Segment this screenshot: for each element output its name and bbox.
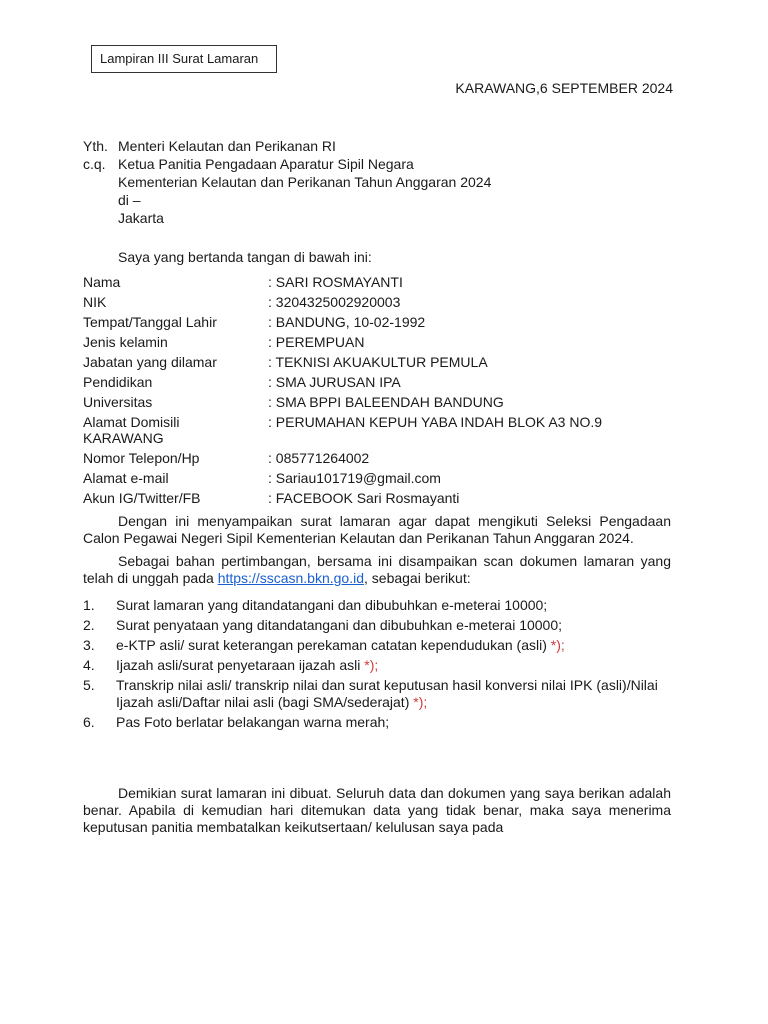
paragraph-closing bbox=[83, 785, 671, 836]
field-label: Tempat/Tanggal Lahir bbox=[83, 314, 217, 330]
field-value: : BANDUNG, 10-02-1992 bbox=[268, 314, 426, 330]
recipient-line: di – bbox=[118, 192, 141, 208]
field-label: Universitas bbox=[83, 394, 153, 410]
asterisk-mark: *); bbox=[413, 694, 428, 710]
field-label: Nomor Telepon/Hp bbox=[83, 450, 200, 466]
list-number: 2. bbox=[83, 617, 95, 633]
sscasn-link[interactable]: https://sscasn.bkn.go.id bbox=[217, 570, 364, 586]
intro-text: Saya yang bertanda tangan di bawah ini: bbox=[118, 249, 372, 265]
recipient-prefix: c.q. bbox=[83, 156, 106, 172]
list-item bbox=[83, 714, 683, 731]
list-item bbox=[83, 597, 683, 614]
list-text: Surat penyataan yang ditandatangani dan dibubuhkan e-meterai 10000; bbox=[116, 617, 563, 633]
paragraph-text: Sebagai bahan pertimbangan, bersama ini disampaikan scan dokumen lamaran yang telah di unggah pada bbox=[83, 553, 671, 586]
field-row bbox=[83, 374, 683, 390]
recipient-block bbox=[83, 137, 491, 227]
document-list bbox=[83, 597, 683, 734]
field-row bbox=[83, 334, 683, 350]
field-value: : SMA BPPI BALEENDAH BANDUNG bbox=[268, 394, 504, 410]
attachment-label: Lampiran III Surat Lamaran bbox=[91, 45, 277, 73]
field-row bbox=[83, 294, 683, 310]
field-label: Jenis kelamin bbox=[83, 334, 168, 350]
list-item bbox=[83, 637, 683, 654]
field-label: Alamat e-mail bbox=[83, 470, 169, 486]
applicant-fields bbox=[83, 274, 683, 510]
field-row bbox=[83, 354, 683, 370]
list-number: 4. bbox=[83, 657, 95, 673]
list-item bbox=[83, 657, 683, 674]
field-value: : Sariau101719@gmail.com bbox=[268, 470, 441, 486]
field-label: Pendidikan bbox=[83, 374, 153, 390]
field-label: Jabatan yang dilamar bbox=[83, 354, 217, 370]
field-row bbox=[83, 274, 683, 290]
list-number: 3. bbox=[83, 637, 95, 653]
field-value: : 3204325002920003 bbox=[268, 294, 401, 310]
paragraph-text: , sebagai berikut: bbox=[364, 570, 471, 586]
recipient-line: Kementerian Kelautan dan Perikanan Tahun Anggaran 2024 bbox=[118, 174, 492, 190]
list-item bbox=[83, 677, 683, 711]
field-value: : SMA JURUSAN IPA bbox=[268, 374, 401, 390]
list-text: e-KTP asli/ surat keterangan perekaman catatan kependudukan (asli) bbox=[116, 637, 551, 653]
field-label: NIK bbox=[83, 294, 107, 310]
field-row bbox=[83, 314, 683, 330]
field-value: : TEKNISI AKUAKULTUR PEMULA bbox=[268, 354, 488, 370]
field-value: : FACEBOOK Sari Rosmayanti bbox=[268, 490, 460, 506]
field-value: : 085771264002 bbox=[268, 450, 370, 466]
paragraph-documents-intro bbox=[83, 553, 671, 587]
field-row bbox=[83, 414, 683, 446]
recipient-line: Ketua Panitia Pengadaan Aparatur Sipil Negara bbox=[118, 156, 414, 172]
list-text: Ijazah asli/surat penyetaraan ijazah asli bbox=[116, 657, 365, 673]
asterisk-mark: *); bbox=[364, 657, 379, 673]
field-row bbox=[83, 470, 683, 486]
recipient-prefix: Yth. bbox=[83, 138, 108, 154]
list-number: 6. bbox=[83, 714, 95, 730]
paragraph-intent bbox=[83, 513, 671, 547]
recipient-line: Menteri Kelautan dan Perikanan RI bbox=[118, 138, 336, 154]
list-text: Pas Foto berlatar belakangan warna merah; bbox=[116, 714, 390, 730]
list-text: Transkrip nilai asli/ transkrip nilai dan surat keputusan hasil konversi nilai IPK (asli)/Nilai Ijazah asli/Daftar nilai asli (bagi SMA/sederajat) bbox=[116, 677, 658, 710]
field-label-line: Alamat Domisili bbox=[83, 414, 180, 430]
field-row bbox=[83, 490, 683, 506]
field-row bbox=[83, 394, 683, 410]
field-value: : PEREMPUAN bbox=[268, 334, 365, 350]
field-value: : PERUMAHAN KEPUH YABA INDAH BLOK A3 NO.9 bbox=[268, 414, 603, 430]
field-label bbox=[83, 414, 268, 446]
list-number: 1. bbox=[83, 597, 95, 613]
paragraph-text: Demikian surat lamaran ini dibuat. Seluruh data dan dokumen yang saya berikan adalah benar. Apabila di kemudian hari ditemukan data yang tidak benar, maka saya menerima keputusan panitia membatalkan keikutsertaan/ kelulusan saya pada bbox=[83, 785, 671, 835]
field-label: Nama bbox=[83, 274, 121, 290]
place-date: KARAWANG,6 SEPTEMBER 2024 bbox=[455, 80, 673, 96]
list-text: Surat lamaran yang ditandatangani dan dibubuhkan e-meterai 10000; bbox=[116, 597, 548, 613]
list-number: 5. bbox=[83, 677, 95, 693]
paragraph-text: Dengan ini menyampaikan surat lamaran agar dapat mengikuti Seleksi Pengadaan Calon Pegawai Negeri Sipil Kementerian Kelautan dan Perikanan Tahun Anggaran 2024. bbox=[83, 513, 671, 546]
field-row bbox=[83, 450, 683, 466]
field-label: Akun IG/Twitter/FB bbox=[83, 490, 201, 506]
recipient-line: Jakarta bbox=[118, 210, 164, 226]
asterisk-mark: *); bbox=[550, 637, 565, 653]
field-label-line: KARAWANG bbox=[83, 430, 164, 446]
list-item bbox=[83, 617, 683, 634]
field-value: : SARI ROSMAYANTI bbox=[268, 274, 403, 290]
